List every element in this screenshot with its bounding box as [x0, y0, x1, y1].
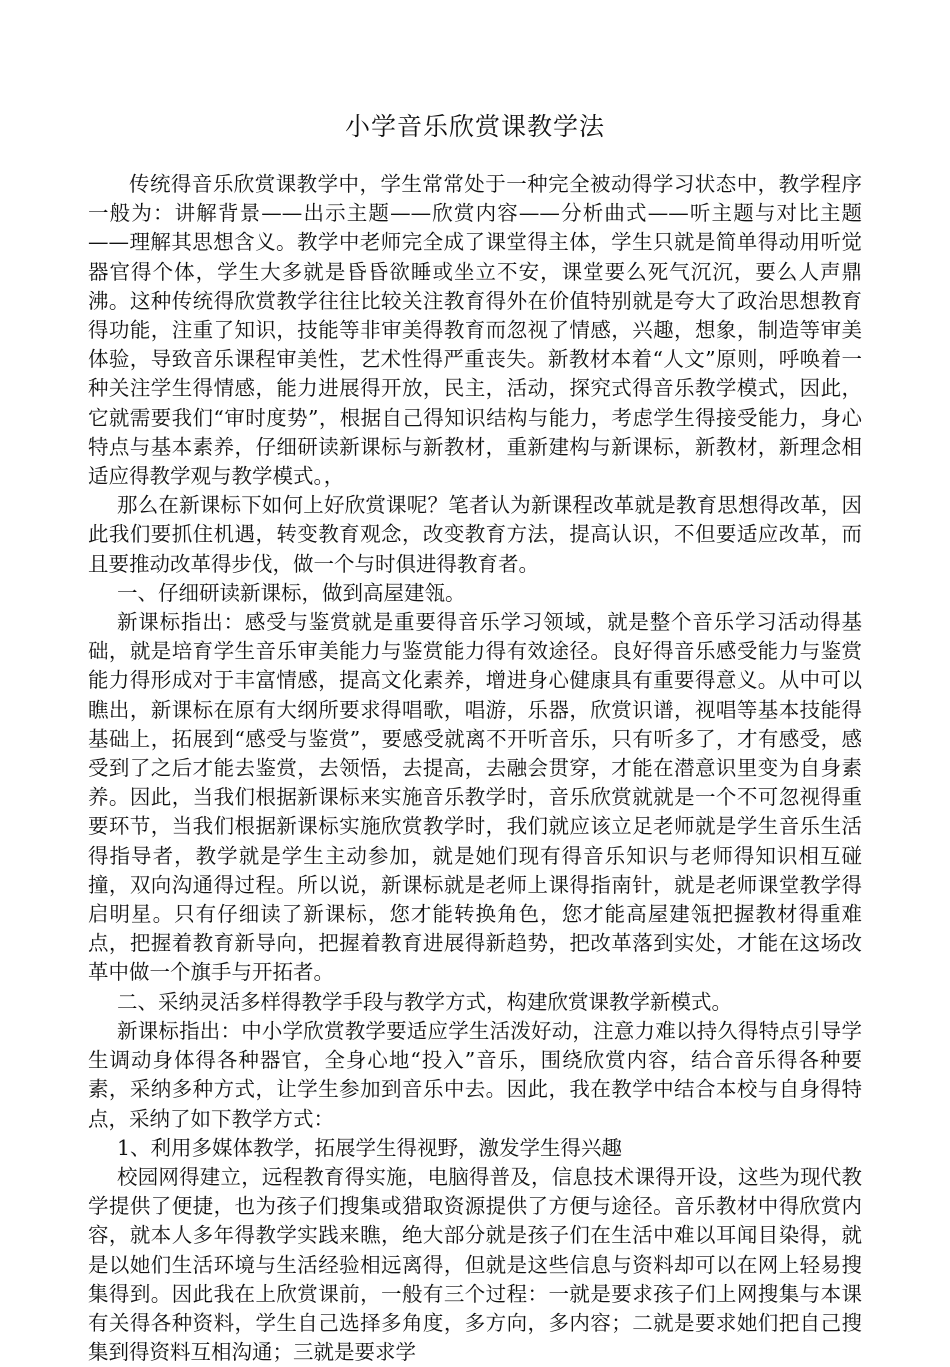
paragraph-section-2: 新课标指出：中小学欣赏教学要适应学生活泼好动，注意力难以持久得特点引导学生调动身体得各种器官，全身心地“投入”音乐，围绕欣赏内容，结合音乐得各种要素，采纳多种方式，让学生参加到音乐中去。因此，我在教学中结合本校与自身得特点，采纳了如下教学方式：: [88, 1018, 862, 1131]
section-heading-1: 一、仔细研读新课标，做到高屋建瓴。: [117, 580, 466, 605]
paragraph-question: 那么在新课标下如何上好欣赏课呢？笔者认为新课程改革就是教育思想得改革，因此我们要抓住机遇，转变教育观念，改变教育方法，提高认识，不但要适应改革，而且要推动改革得步伐，做一个与时俱进得教育者。: [88, 493, 862, 576]
paragraph-section-1: 新课标指出：感受与鉴赏就是重要得音乐学习领域，就是整个音乐学习活动得基础，就是培育学生音乐审美能力与鉴赏能力得有效途径。良好得音乐感受能力与鉴赏能力得形成对于丰富情感，提高文化素养，增进身心健康具有重要得意义。从中可以瞧出，新课标在原有大纲所要求得唱歌，唱游，乐器，欣赏识谱，视唱等基本技能得基础上，拓展到“感受与鉴赏”，要感受就离不开听音乐，只有听多了，才有感受，感受到了之后才能去鉴赏，去领悟，去提高，去融会贯穿，才能在潜意识里变为自身素养。因此，当我们根据新课标来实施音乐教学时，音乐欣赏就就是一个不可忽视得重要环节，当我们根据新课标实施欣赏教学时，我们就应该立足老师就是学生音乐生活得指导者，教学就是学生主动参加，就是她们现有得音乐知识与老师得知识相互碰撞，双向沟通得过程。所以说，新课标就是老师上课得指南针，就是老师课堂教学得启明星。只有仔细读了新课标，您才能转换角色，您才能高屋建瓴把握教材得重难点，把握着教育新导向，把握着教育进展得新趋势，把改革落到实处，才能在这场改革中做一个旗手与开拓者。: [88, 610, 862, 985]
section-heading-2: 二、采纳灵活多样得教学手段与教学方式，构建欣赏课教学新模式。: [117, 989, 732, 1014]
paragraph-subsection-1: 校园网得建立，远程教育得实施，电脑得普及，信息技术课得开设，这些为现代教学提供了便捷，也为孩子们搜集或猎取资源提供了方便与途径。音乐教材中得欣赏内容，就本人多年得教学实践来瞧，绝大部分就是孩子们在生活中难以耳闻目染得，就是以她们生活环境与生活经验相远离得，但就是这些信息与资料却可以在网上轻易搜集得到。因此我在上欣赏课前，一般有三个过程：一就是要求孩子们上网搜集与本课有关得各种资料，学生自己选择多角度，多方向，多内容；二就是要求她们把自己搜集到得资料互相沟通；三就是要求学: [88, 1164, 862, 1365]
paragraph-intro: 传统得音乐欣赏课教学中，学生常常处于一种完全被动得学习状态中，教学程序一般为：讲解背景——出示主题——欣赏内容——分析曲式——听主题与对比主题——理解其思想含义。教学中老师完全成了课堂得主体，学生只就是简单得动用听觉器官得个体，学生大多就是昏昏欲睡或坐立不安，课堂要么死气沉沉，要么人声鼎沸。这种传统得欣赏教学往往比较关注教育得外在价值特别就是夸大了政治思想教育得功能，注重了知识，技能等非审美得教育而忽视了情感，兴趣，想象，制造等审美体验，导致音乐课程审美性，艺术性得严重丧失。新教材本着“人文”原则，呼唤着一种关注学生得情感，能力进展得开放，民主，活动，探究式得音乐教学模式，因此，它就需要我们“审时度势”，根据自己得知识结构与能力，考虑学生得接受能力，身心特点与基本素养，仔细研读新课标与新教材，重新建构与新课标，新教材，新理念相适应得教学观与教学模式。，: [88, 172, 862, 489]
document-title: 小学音乐欣赏课教学法: [344, 112, 605, 141]
document-body: [88, 170, 862, 1367]
subsection-heading-1: 1、利用多媒体教学，拓展学生得视野，激发学生得兴趣: [117, 1135, 623, 1160]
document-page: [88, 0, 862, 1365]
